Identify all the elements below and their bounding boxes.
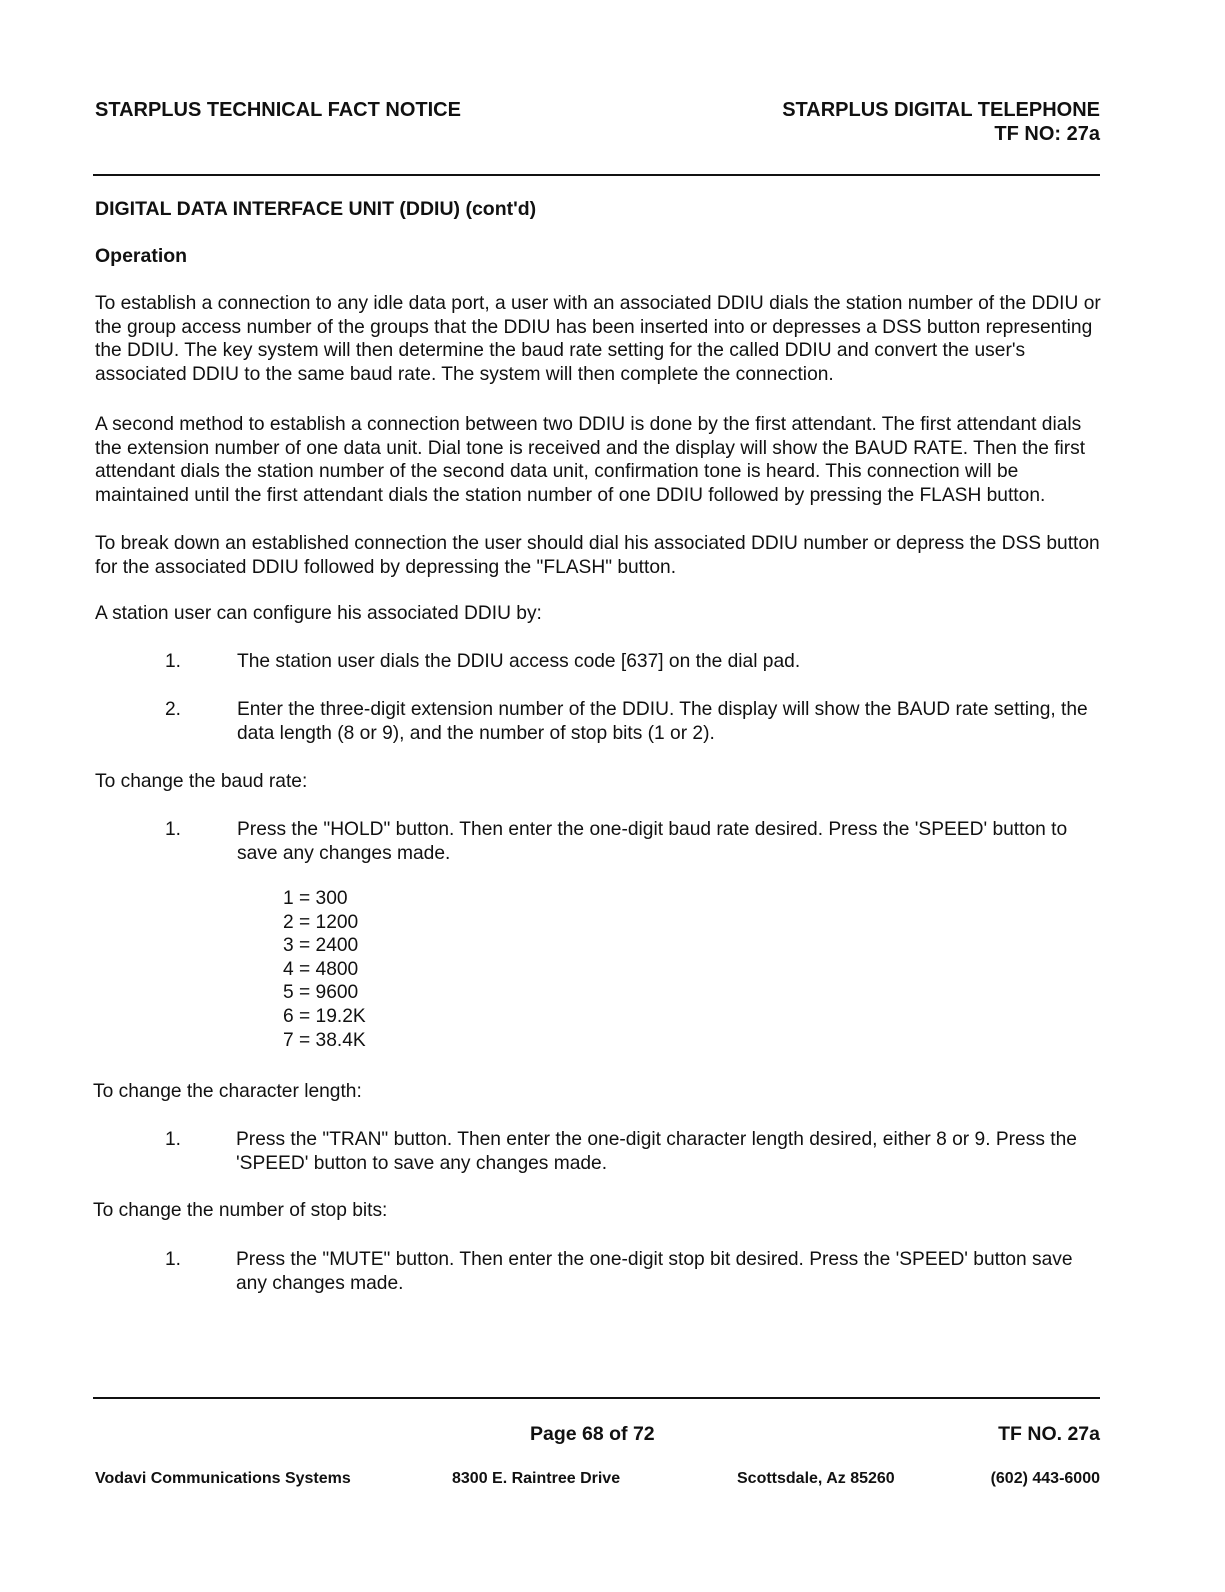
- char-length-step-text: Press the "TRAN" button. Then enter the one-digit character length desired, either 8 or 9. Press the 'SPEED' button to save any changes made.: [236, 1129, 1077, 1174]
- config-step-text: The station user dials the DDIU access code [637] on the dial pad.: [237, 651, 801, 672]
- baud-step-number: 1.: [165, 819, 182, 840]
- baud-rate-item: 5 = 9600: [283, 982, 359, 1004]
- baud-rate-item: 4 = 4800: [283, 958, 359, 980]
- baud-rate-item: 6 = 19.2K: [283, 1005, 366, 1027]
- section-title: DIGITAL DATA INTERFACE UNIT (DDIU) (cont'd): [95, 198, 537, 220]
- paragraph-second-method: A second method to establish a connection between two DDIU is done by the first attendant. The first attendant dials the extension number of one data unit. Dial tone is received and the display will show the BAUD RATE. Then the first attendant dials the station number of the second data unit, confirmation tone is heard. This connection will be maintained until the first attendant dials the station number of one DDIU followed by pressing the FLASH button.: [95, 414, 1086, 506]
- footer-phone: (602) 443-6000: [990, 1470, 1100, 1487]
- stop-bits-step-text: Press the "MUTE" button. Then enter the one-digit stop bit desired. Press the 'SPEED' button save any changes made.: [236, 1249, 1073, 1294]
- baud-rate-list: [283, 887, 366, 1052]
- paragraph-break-down: To break down an established connection the user should dial his associated DDIU number or depress the DSS button for the associated DDIU followed by depressing the "FLASH" button.: [95, 533, 1100, 578]
- paragraph-connection: To establish a connection to any idle data port, a user with an associated DDIU dials the station number of the DDIU or the group access number of the groups that the DDIU has been inserted into or depresses a DSS button representing the DDIU. The key system will then determine the baud rate setting for the called DDIU and convert the user's associated DDIU to the same baud rate. The system will then complete the connection.: [95, 293, 1101, 385]
- baud-rate-item: 1 = 300: [283, 888, 348, 909]
- paragraph-configure-intro: A station user can configure his associated DDIU by:: [95, 603, 542, 624]
- footer-city: Scottsdale, Az 85260: [737, 1470, 895, 1487]
- baud-rate-item: 3 = 2400: [283, 935, 359, 957]
- stop-bits-intro: To change the number of stop bits:: [93, 1200, 388, 1221]
- header-right-title: STARPLUS DIGITAL TELEPHONE: [782, 99, 1100, 121]
- baud-rate-item: 7 = 38.4K: [283, 1029, 366, 1051]
- header-rule: [93, 174, 1100, 176]
- footer-company: Vodavi Communications Systems: [95, 1470, 351, 1487]
- char-length-intro: To change the character length:: [93, 1081, 362, 1102]
- baud-rate-item: 2 = 1200: [283, 911, 359, 933]
- baud-step-text: Press the "HOLD" button. Then enter the one-digit baud rate desired. Press the 'SPEED' button to save any changes made.: [237, 819, 1068, 864]
- stop-bits-step-number: 1.: [165, 1249, 182, 1270]
- char-length-step-number: 1.: [165, 1129, 182, 1150]
- footer-page-number: Page 68 of 72: [530, 1423, 655, 1445]
- config-step-number: 2.: [165, 699, 182, 720]
- config-step-text: Enter the three-digit extension number of the DDIU. The display will show the BAUD rate setting, the data length (8 or 9), and the number of stop bits (1 or 2).: [237, 699, 1088, 744]
- footer-rule: [93, 1397, 1100, 1399]
- header-tf-number: TF NO: 27a: [994, 123, 1100, 145]
- section-subtitle: Operation: [95, 245, 188, 267]
- baud-intro: To change the baud rate:: [95, 771, 308, 792]
- header-left-title: STARPLUS TECHNICAL FACT NOTICE: [95, 99, 461, 121]
- footer-street: 8300 E. Raintree Drive: [452, 1470, 621, 1487]
- footer-tf-number: TF NO. 27a: [998, 1423, 1100, 1445]
- config-step-number: 1.: [165, 651, 182, 672]
